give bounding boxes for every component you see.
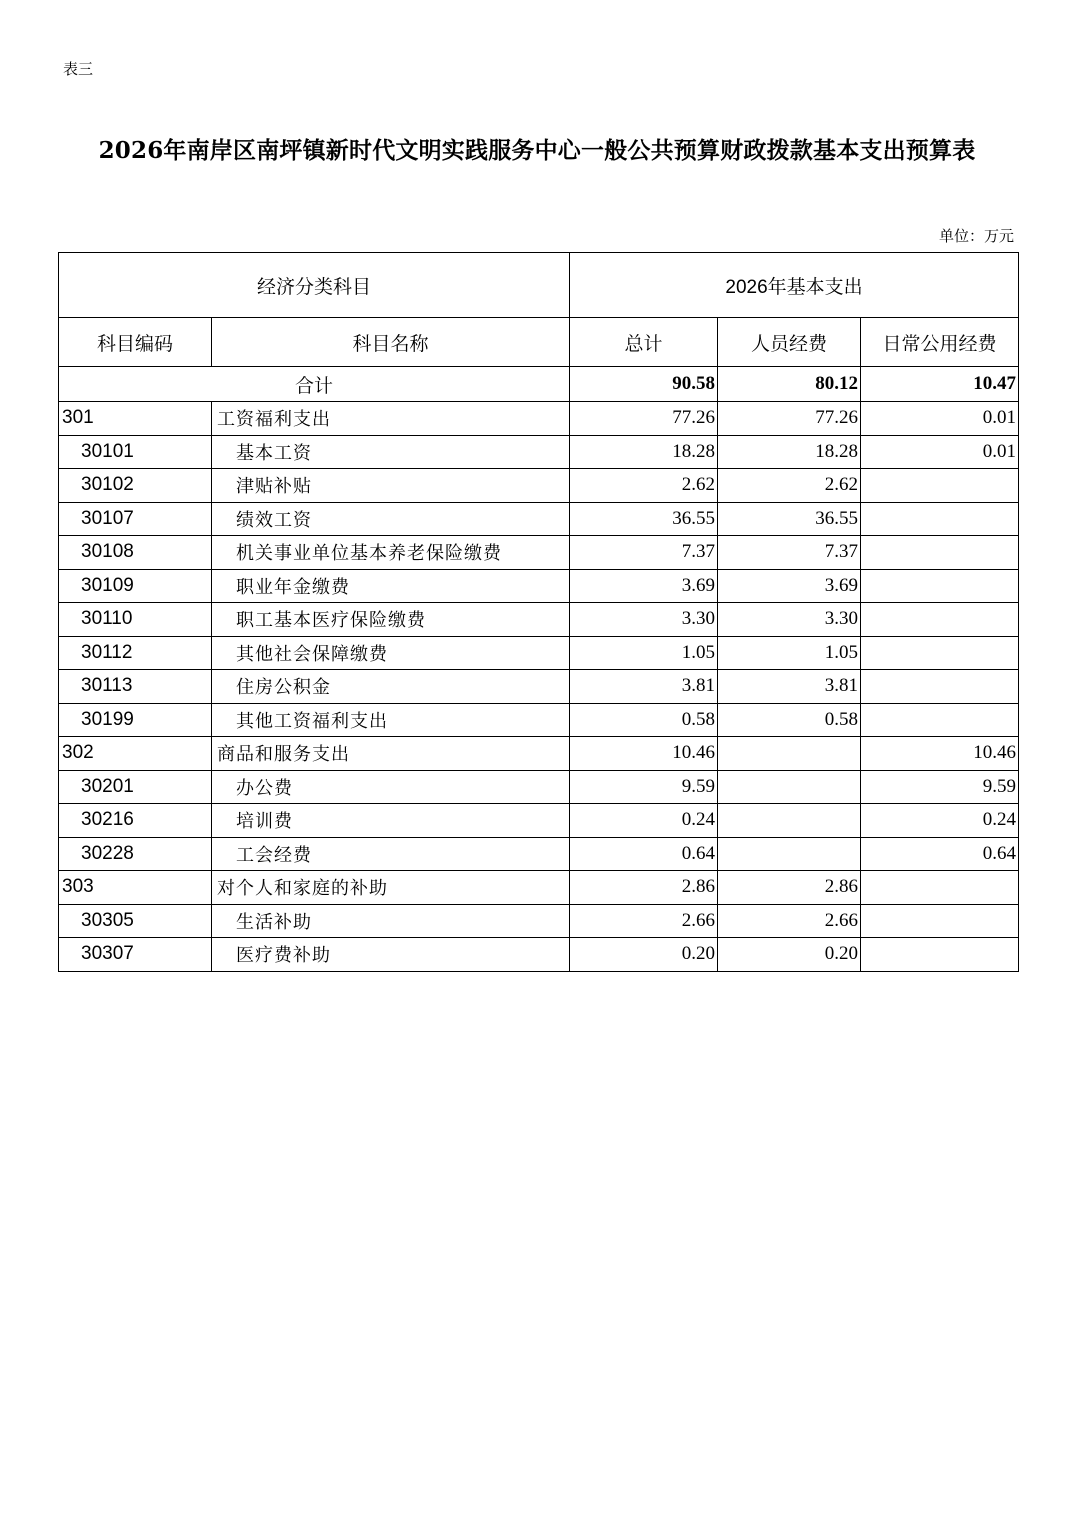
header-subject-name: 科目名称 (212, 318, 570, 367)
row-personnel-expense (718, 804, 861, 838)
row-personnel-expense: 0.58 (718, 703, 861, 737)
table-row (59, 603, 1019, 637)
row-public-expense (861, 938, 1019, 972)
table-row (59, 871, 1019, 905)
row-public-expense (861, 469, 1019, 503)
row-subject-code: 30307 (59, 938, 212, 972)
row-total: 2.86 (570, 871, 718, 905)
total-label: 合计 (59, 367, 570, 402)
row-subject-name: 津贴补贴 (212, 469, 570, 503)
table-row (59, 804, 1019, 838)
row-total: 3.81 (570, 670, 718, 704)
row-personnel-expense: 2.86 (718, 871, 861, 905)
total-amount: 90.58 (570, 367, 718, 402)
row-public-expense: 0.64 (861, 837, 1019, 871)
row-personnel-expense: 7.37 (718, 536, 861, 570)
row-subject-name: 办公费 (212, 770, 570, 804)
row-subject-code: 30110 (59, 603, 212, 637)
row-total: 0.58 (570, 703, 718, 737)
row-subject-name: 对个人和家庭的补助 (212, 871, 570, 905)
row-public-expense (861, 670, 1019, 704)
table-row (59, 737, 1019, 771)
row-subject-name: 基本工资 (212, 435, 570, 469)
row-subject-code: 303 (59, 871, 212, 905)
row-subject-name: 机关事业单位基本养老保险缴费 (212, 536, 570, 570)
header-subject-code: 科目编码 (59, 318, 212, 367)
row-subject-code: 30228 (59, 837, 212, 871)
table-row (59, 469, 1019, 503)
row-subject-code: 30216 (59, 804, 212, 838)
row-subject-code: 30113 (59, 670, 212, 704)
row-public-expense (861, 871, 1019, 905)
row-subject-code: 30101 (59, 435, 212, 469)
row-public-expense (861, 536, 1019, 570)
row-total: 2.62 (570, 469, 718, 503)
row-total: 10.46 (570, 737, 718, 771)
row-personnel-expense: 77.26 (718, 402, 861, 436)
row-subject-name: 工会经费 (212, 837, 570, 871)
total-personnel: 80.12 (718, 367, 861, 402)
row-total: 77.26 (570, 402, 718, 436)
row-subject-name: 医疗费补助 (212, 938, 570, 972)
table-row (59, 938, 1019, 972)
budget-table (58, 252, 1019, 972)
row-personnel-expense (718, 837, 861, 871)
row-public-expense: 10.46 (861, 737, 1019, 771)
header-total: 总计 (570, 318, 718, 367)
row-personnel-expense: 0.20 (718, 938, 861, 972)
row-public-expense (861, 636, 1019, 670)
row-total: 18.28 (570, 435, 718, 469)
row-subject-code: 30199 (59, 703, 212, 737)
row-subject-code: 30102 (59, 469, 212, 503)
header-basic-expenditure: 2026年基本支出 (570, 253, 1019, 318)
row-personnel-expense: 18.28 (718, 435, 861, 469)
row-public-expense: 0.01 (861, 402, 1019, 436)
row-total: 9.59 (570, 770, 718, 804)
table-row (59, 703, 1019, 737)
row-total: 0.20 (570, 938, 718, 972)
row-personnel-expense: 3.81 (718, 670, 861, 704)
row-subject-name: 生活补助 (212, 904, 570, 938)
table-row (59, 569, 1019, 603)
table-row (59, 770, 1019, 804)
row-personnel-expense: 2.62 (718, 469, 861, 503)
row-public-expense (861, 502, 1019, 536)
row-public-expense (861, 603, 1019, 637)
row-public-expense: 0.01 (861, 435, 1019, 469)
row-personnel-expense: 36.55 (718, 502, 861, 536)
row-personnel-expense: 3.69 (718, 569, 861, 603)
table-row (59, 402, 1019, 436)
row-personnel-expense: 2.66 (718, 904, 861, 938)
row-subject-code: 30108 (59, 536, 212, 570)
row-subject-name: 其他工资福利支出 (212, 703, 570, 737)
table-row (59, 670, 1019, 704)
row-personnel-expense: 1.05 (718, 636, 861, 670)
page-title: 2026年南岸区南坪镇新时代文明实践服务中心一般公共预算财政拨款基本支出预算表 (98, 137, 976, 164)
unit-label: 单位：万元 (938, 227, 1014, 245)
row-total: 3.30 (570, 603, 718, 637)
row-subject-name: 职业年金缴费 (212, 569, 570, 603)
row-subject-code: 30305 (59, 904, 212, 938)
row-total: 3.69 (570, 569, 718, 603)
total-row (59, 367, 1019, 402)
row-personnel-expense (718, 770, 861, 804)
row-subject-name: 职工基本医疗保险缴费 (212, 603, 570, 637)
row-total: 1.05 (570, 636, 718, 670)
row-subject-code: 30201 (59, 770, 212, 804)
row-subject-code: 301 (59, 402, 212, 436)
table-row (59, 435, 1019, 469)
row-subject-name: 住房公积金 (212, 670, 570, 704)
header-economic-category: 经济分类科目 (59, 253, 570, 318)
row-public-expense: 0.24 (861, 804, 1019, 838)
document-label: 表三 (63, 60, 94, 78)
row-total: 36.55 (570, 502, 718, 536)
table-row (59, 904, 1019, 938)
row-subject-name: 商品和服务支出 (212, 737, 570, 771)
row-total: 0.64 (570, 837, 718, 871)
row-personnel-expense: 3.30 (718, 603, 861, 637)
table-row (59, 536, 1019, 570)
row-subject-name: 培训费 (212, 804, 570, 838)
row-total: 2.66 (570, 904, 718, 938)
row-total: 7.37 (570, 536, 718, 570)
row-subject-name: 其他社会保障缴费 (212, 636, 570, 670)
row-total: 0.24 (570, 804, 718, 838)
table-row (59, 636, 1019, 670)
table-row (59, 837, 1019, 871)
row-public-expense (861, 904, 1019, 938)
row-personnel-expense (718, 737, 861, 771)
row-subject-name: 绩效工资 (212, 502, 570, 536)
row-public-expense (861, 569, 1019, 603)
row-public-expense (861, 703, 1019, 737)
row-subject-code: 30112 (59, 636, 212, 670)
row-subject-code: 302 (59, 737, 212, 771)
header-public-expense: 日常公用经费 (861, 318, 1019, 367)
row-subject-code: 30109 (59, 569, 212, 603)
table-row (59, 502, 1019, 536)
header-personnel-expense: 人员经费 (718, 318, 861, 367)
row-subject-name: 工资福利支出 (212, 402, 570, 436)
row-public-expense: 9.59 (861, 770, 1019, 804)
total-public: 10.47 (861, 367, 1019, 402)
row-subject-code: 30107 (59, 502, 212, 536)
